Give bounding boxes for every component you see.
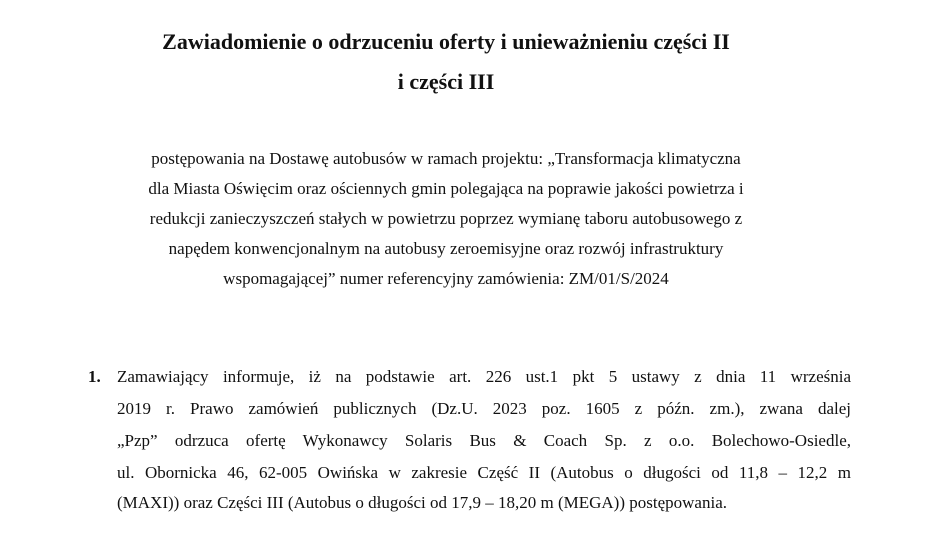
item-line: Zamawiający informuje, iż na podstawie art. 226 ust.1 pkt 5 ustawy z dnia 11 września [117,367,851,386]
item-line: „Pzp” odrzuca ofertę Wykonawcy Solaris Bus & Coach Sp. z o.o. Bolechowo-Osiedle, [117,431,851,450]
subject-line: dla Miasta Oświęcim oraz ościennych gmin polegająca na poprawie jakości powietrza i [148,179,744,198]
subject-line: postępowania na Dostawę autobusów w ramach projektu: „Transformacja klimatyczna [151,149,741,168]
document-title-line-2: i części III [397,69,495,94]
item-line: (MAXI)) oraz Części III (Autobus o długości od 17,9 – 18,20 m (MEGA)) postępowania. [117,493,727,512]
item-line: 2019 r. Prawo zamówień publicznych (Dz.U. 2023 poz. 1605 z późn. zm.), zwana dalej [117,399,851,418]
subject-line: wspomagającej” numer referencyjny zamówienia: ZM/01/S/2024 [223,269,669,288]
item-line: ul. Obornicka 46, 62-005 Owińska w zakresie Część II (Autobus o długości od 11,8 – 12,2 m [117,463,851,482]
subject-line: redukcji zanieczyszczeń stałych w powietrzu poprzez wymianę taboru autobusowego z [149,209,743,228]
subject-line: napędem konwencjonalnym na autobusy zeroemisyjne oraz rozwój infrastruktury [168,239,724,258]
document-title-line-1: Zawiadomienie o odrzuceniu oferty i unieważnieniu części II [162,29,730,54]
item-number: 1. [88,367,101,386]
